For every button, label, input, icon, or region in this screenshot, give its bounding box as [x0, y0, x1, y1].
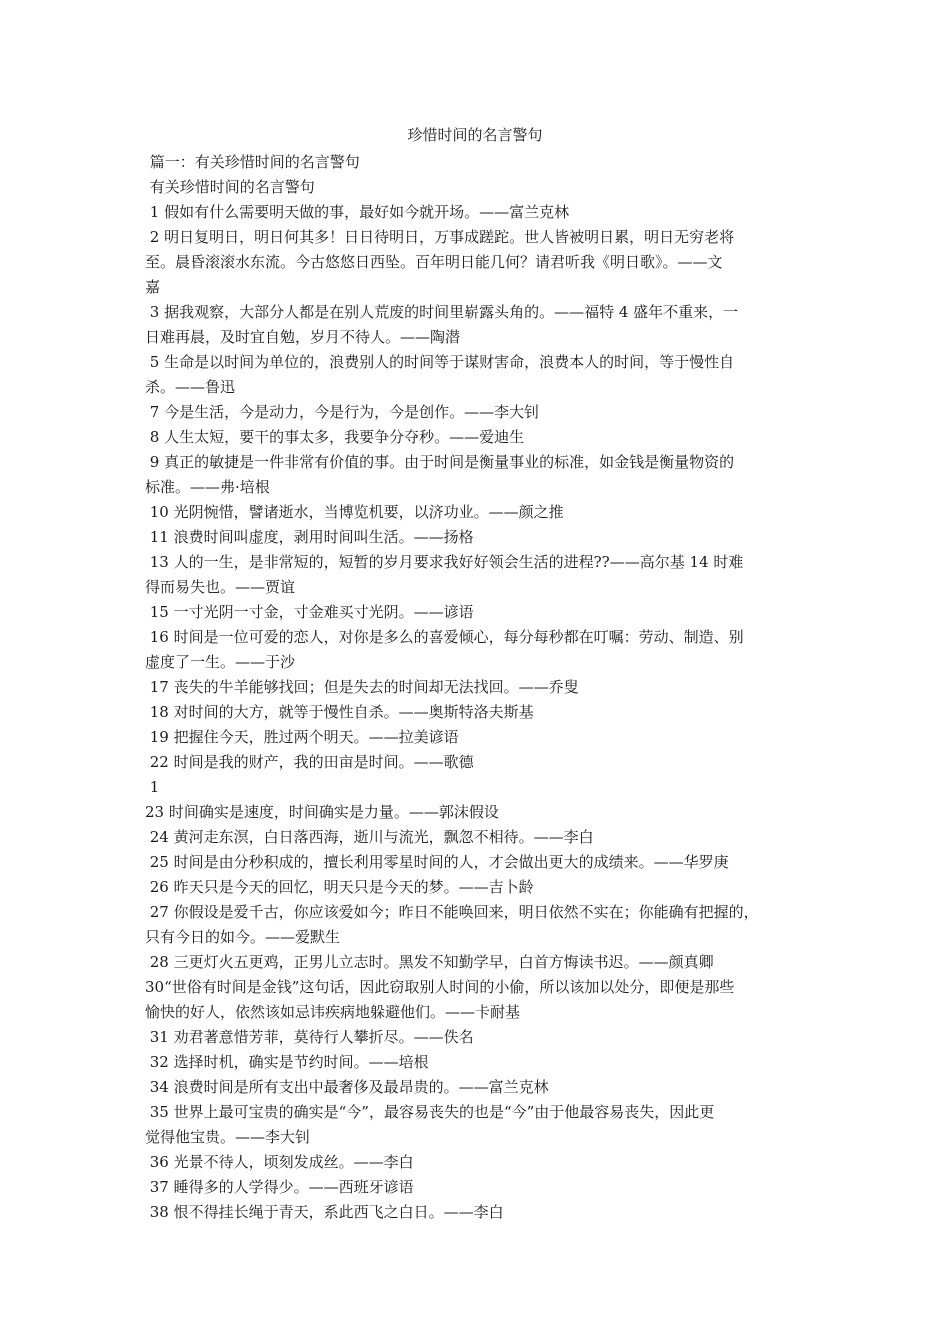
text-line: 23 时间确实是速度，时间确实是力量。——郭沫假设: [145, 803, 499, 821]
text-line: 34 浪费时间是所有支出中最奢侈及最昂贵的。——富兰克林: [145, 1078, 549, 1096]
text-line: 篇一：有关珍惜时间的名言警句: [145, 153, 360, 171]
text-line: 24 黄河走东溟，白日落西海，逝川与流光，飘忽不相待。——李白: [145, 828, 594, 846]
text-line: 30“世俗有时间是金钱”这句话，因此窃取别人时间的小偷，所以该加以处分，即便是那些: [145, 978, 735, 996]
text-line: 觉得他宝贵。——李大钊: [145, 1128, 311, 1146]
document-body: [145, 150, 805, 1225]
text-line: 只有今日的如今。——爱默生: [145, 928, 341, 946]
text-line: 杀。——鲁迅: [145, 378, 236, 396]
text-line: 18 对时间的大方，就等于慢性自杀。——奥斯特洛夫斯基: [145, 703, 534, 721]
text-line: 虚度了一生。——于沙: [145, 653, 296, 671]
text-line: 13 人的一生，是非常短的，短暂的岁月要求我好好领会生活的进程??——高尔基 14 时难: [145, 553, 744, 571]
text-line: 37 睡得多的人学得少。——西班牙谚语: [145, 1178, 414, 1196]
text-line: 10 光阴惋惜，譬诸逝水，当博览机要，以济功业。——颜之推: [145, 503, 564, 521]
text-line: 22 时间是我的财产，我的田亩是时间。——歌德: [145, 753, 474, 771]
text-line: 9 真正的敏捷是一件非常有价值的事。由于时间是衡量事业的标准，如金钱是衡量物资的: [145, 453, 735, 471]
text-line: 7 今是生活，今是动力，今是行为，今是创作。——李大钊: [145, 403, 540, 421]
text-line: 日难再晨，及时宜自勉，岁月不待人。——陶潜: [145, 328, 461, 346]
text-line: 1 假如有什么需要明天做的事，最好如今就开场。——富兰克林: [145, 203, 570, 221]
text-line: 1: [145, 778, 160, 796]
text-line: 38 恨不得挂长绳于青天，系此西飞之白日。——李白: [145, 1203, 504, 1221]
document-title: 珍惜时间的名言警句: [407, 126, 543, 144]
text-line: 16 时间是一位可爱的恋人，对你是多么的喜爱倾心，每分每秒都在叮嘱：劳动、制造、别: [145, 628, 744, 646]
text-line: 有关珍惜时间的名言警句: [145, 178, 315, 196]
text-line: 11 浪费时间叫虚度，剥用时间叫生活。——扬格: [145, 528, 474, 546]
text-line: 3 据我观察，大部分人都是在别人荒废的时间里崭露头角的。——福特 4 盛年不重来，一: [145, 303, 739, 321]
text-line: 32 选择时机，确实是节约时间。——培根: [145, 1053, 429, 1071]
text-line: 28 三更灯火五更鸡，正男儿立志时。黑发不知勤学早，白首方悔读书迟。——颜真卿: [145, 953, 714, 971]
text-line: 15 一寸光阴一寸金，寸金难买寸光阴。——谚语: [145, 603, 474, 621]
text-line: 至。晨昏滚滚水东流。今古悠悠日西坠。百年明日能几何？请君听我《明日歌》。——文: [145, 253, 723, 271]
text-line: 2 明日复明日，明日何其多！日日待明日，万事成蹉跎。世人皆被明日累，明日无穷老将: [145, 228, 735, 246]
text-line: 31 劝君著意惜芳菲，莫待行人攀折尽。——佚名: [145, 1028, 474, 1046]
text-line: 得而易失也。——贾谊: [145, 578, 296, 596]
text-line: 愉快的好人，依然该如忌讳疾病地躲避他们。——卡耐基: [145, 1003, 521, 1021]
text-line: 17 丧失的牛羊能够找回；但是失去的时间却无法找回。——乔叟: [145, 678, 579, 696]
text-line: 27 你假设是爱千古，你应该爱如今；昨日不能唤回来，明日依然不实在；你能确有把握的，: [145, 903, 759, 921]
text-line: 19 把握住今天，胜过两个明天。——拉美谚语: [145, 728, 459, 746]
text-line: 嘉: [145, 278, 161, 296]
text-line: 25 时间是由分秒积成的，擅长利用零星时间的人，才会做出更大的成绩来。——华罗庚: [145, 853, 729, 871]
text-line: 标准。——弗·培根: [145, 478, 270, 496]
text-line: 26 昨天只是今天的回忆，明天只是今天的梦。——吉卜龄: [145, 878, 534, 896]
text-line: 5 生命是以时间为单位的，浪费别人的时间等于谋财害命，浪费本人的时间，等于慢性自: [145, 353, 735, 371]
text-line: 8 人生太短，要干的事太多，我要争分夺秒。——爱迪生: [145, 428, 525, 446]
text-line: 35 世界上最可宝贵的确实是“今”，最容易丧失的也是“今”由于他最容易丧失，因此更: [145, 1103, 715, 1121]
text-line: 36 光景不待人，顷刻发成丝。——李白: [145, 1153, 414, 1171]
